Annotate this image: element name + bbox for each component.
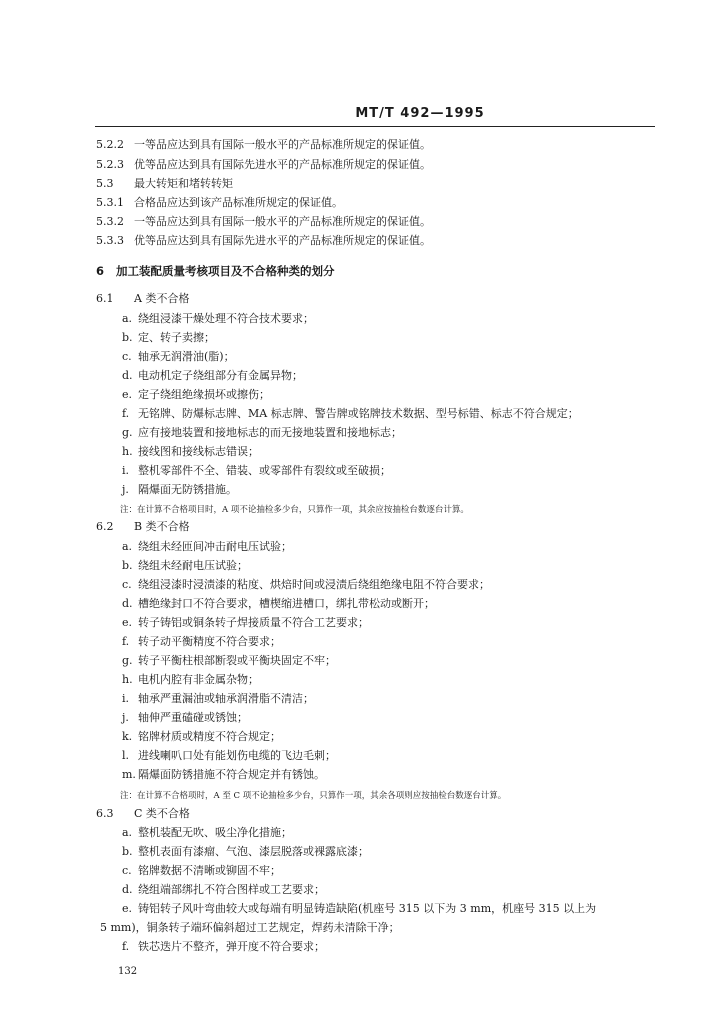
list-item: j. 隔爆面无防锈措施。 (122, 483, 237, 496)
clause-5-3-1: 5.3.1 合格品应达到该产品标准所规定的保证值。 (96, 196, 343, 209)
list-item: b. 绕组未经耐电压试验； (122, 559, 248, 572)
section-6-heading: 6 加工装配质量考核项目及不合格种类的划分 (96, 264, 335, 278)
list-item: h. 电机内腔有非金属杂物； (122, 673, 259, 686)
list-item: g. 应有接地装置和接地标志的而无接地装置和接地标志； (122, 426, 402, 439)
list-item: l. 进线喇叭口处有能划伤电缆的飞边毛刺； (122, 749, 336, 762)
clause-5-2-2: 5.2.2 一等品应达到具有国际一般水平的产品标准所规定的保证值。 (96, 138, 431, 151)
list-item: e. 铸铝转子风叶弯曲较大或每端有明显铸造缺陷(机座号 315 以下为 3 mm，机座号 315 以上为 (122, 902, 597, 915)
list-item: h. 接线图和接线标志错误； (122, 445, 259, 458)
list-item: a. 整机装配无吹、吸尘净化措施； (122, 826, 292, 839)
list-item: d. 槽绝缘封口不符合要求，槽楔缩进槽口，绑扎带松动或断开； (122, 597, 435, 610)
clause-5-3-2: 5.3.2 一等品应达到具有国际一般水平的产品标准所规定的保证值。 (96, 215, 431, 228)
page-number: 132 (118, 966, 138, 977)
clause-5-2-3: 5.2.3 优等品应达到具有国际先进水平的产品标准所规定的保证值。 (96, 158, 431, 171)
header-rule (95, 126, 655, 127)
clause-6-3: 6.3 C 类不合格 (96, 807, 190, 820)
list-item: c. 轴承无润滑油(脂)； (122, 350, 235, 363)
list-item: c. 铭牌数据不清晰或铆固不牢； (122, 864, 281, 877)
list-item: a. 绕组未经匝间冲击耐电压试验； (122, 540, 292, 553)
list-item: e. 定子绕组绝缘损坏或擦伤； (122, 388, 270, 401)
list-item: j. 轴伸严重磕碰或锈蚀； (122, 711, 248, 724)
clause-6-2: 6.2 B 类不合格 (96, 520, 190, 533)
list-item: f. 无铭牌、防爆标志牌、MA 标志牌、警告牌或铭牌技术数据、型号标错、标志不符合规定； (122, 407, 579, 420)
list-item: b. 定、转子卖擦； (122, 331, 215, 344)
list-item: f. 转子动平衡精度不符合要求； (122, 635, 281, 648)
list-item: d. 绕组端部绑扎不符合图样或工艺要求； (122, 883, 325, 896)
note-6-1: 注：在计算不合格项目时，A 项不论抽检多少台，只算作一项，其余应按抽检台数逐台计算。 (120, 505, 469, 515)
list-item: m. 隔爆面防锈措施不符合规定并有锈蚀。 (122, 768, 325, 781)
note-6-2: 注：在计算不合格项时，A 至 C 项不论抽检多少台，只算作一项，其余各项则应按抽检台数逐台计算。 (120, 791, 507, 801)
list-item: g. 转子平衡柱根部断裂或平衡块固定不牢； (122, 654, 336, 667)
clause-5-3-3: 5.3.3 优等品应达到具有国际先进水平的产品标准所规定的保证值。 (96, 234, 431, 247)
list-item-continuation: 5 mm)，铜条转子端环偏斜超过工艺规定，焊药未清除干净； (100, 921, 400, 934)
list-item: e. 转子铸铝或铜条转子焊接质量不符合工艺要求； (122, 616, 369, 629)
list-item: a. 绕组浸漆干燥处理不符合技术要求； (122, 312, 314, 325)
list-item: b. 整机表面有漆瘤、气泡、漆层脱落或裸露底漆； (122, 845, 369, 858)
list-item: c. 绕组浸漆时浸渍漆的粘度、烘焙时间或浸渍后绕组绝缘电阻不符合要求； (122, 578, 490, 591)
list-item: i. 轴承严重漏油或轴承润滑脂不清洁； (122, 692, 314, 705)
list-item: f. 铁芯迭片不整齐，弹开度不符合要求； (122, 940, 325, 953)
clause-6-1: 6.1 A 类不合格 (96, 292, 190, 305)
clause-5-3: 5.3 最大转矩和堵转转矩 (96, 177, 233, 190)
list-item: d. 电动机定子绕组部分有金属异物； (122, 369, 303, 382)
list-item: k. 铭牌材质或精度不符合规定； (122, 730, 281, 743)
list-item: i. 整机零部件不全、错装、或零部件有裂纹或至破损； (122, 464, 391, 477)
doc-header: MT/T 492—1995 (355, 106, 485, 121)
